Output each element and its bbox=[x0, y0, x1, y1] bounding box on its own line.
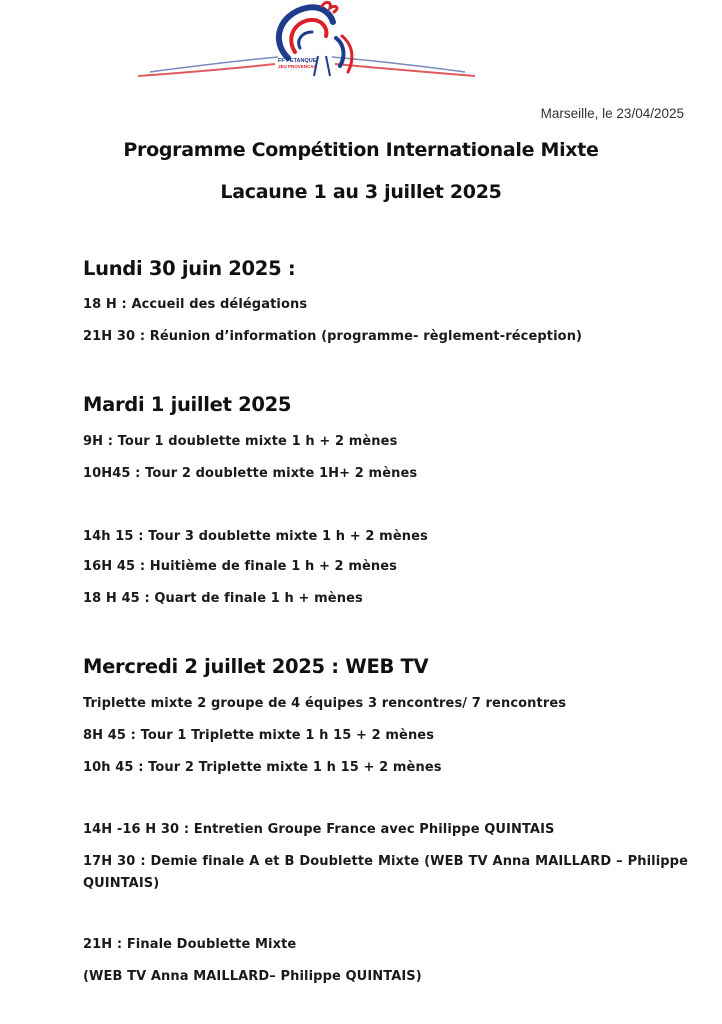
document-date: Marseille, le 23/04/2025 bbox=[540, 106, 684, 121]
schedule-item: 14h 15 : Tour 3 doublette mixte 1 h + 2 mènes bbox=[83, 529, 428, 544]
day-heading-tuesday: Mardi 1 juillet 2025 bbox=[83, 393, 292, 416]
schedule-item: 17H 30 : Demie finale A et B Doublette Mixte (WEB TV Anna MAILLARD – Philippe QUINTAIS) bbox=[83, 854, 688, 891]
rooster-logo-icon bbox=[130, 0, 480, 88]
day-heading-monday: Lundi 30 juin 2025 : bbox=[83, 257, 296, 280]
schedule-item: 9H : Tour 1 doublette mixte 1 h + 2 mènes bbox=[83, 434, 398, 449]
schedule-item: 18 H 45 : Quart de finale 1 h + mènes bbox=[83, 591, 363, 606]
schedule-item: 10H45 : Tour 2 doublette mixte 1H+ 2 mènes bbox=[83, 466, 418, 481]
document-title: Programme Compétition Internationale Mixte bbox=[123, 139, 599, 161]
federation-logo bbox=[130, 0, 480, 88]
logo-text-line2: JEU PROVENCAL bbox=[278, 64, 317, 69]
logo-text-line1: FF PETANQUE bbox=[278, 58, 317, 64]
day-heading-wednesday: Mercredi 2 juillet 2025 : WEB TV bbox=[83, 655, 429, 678]
schedule-item: 14H -16 H 30 : Entretien Groupe France avec Philippe QUINTAIS bbox=[83, 822, 555, 837]
schedule-item: 8H 45 : Tour 1 Triplette mixte 1 h 15 + 2 mènes bbox=[83, 728, 435, 743]
schedule-item: 16H 45 : Huitième de finale 1 h + 2 mènes bbox=[83, 559, 398, 574]
schedule-item: 18 H : Accueil des délégations bbox=[83, 297, 308, 312]
schedule-item: (WEB TV Anna MAILLARD– Philippe QUINTAIS) bbox=[83, 969, 422, 984]
document-subtitle: Lacaune 1 au 3 juillet 2025 bbox=[220, 181, 502, 203]
schedule-item: 21H : Finale Doublette Mixte bbox=[83, 937, 297, 952]
schedule-item: 21H 30 : Réunion d’information (programme- règlement-réception) bbox=[83, 329, 583, 344]
schedule-item: 10h 45 : Tour 2 Triplette mixte 1 h 15 + 2 mènes bbox=[83, 760, 442, 775]
schedule-item: Triplette mixte 2 groupe de 4 équipes 3 rencontres/ 7 rencontres bbox=[83, 696, 567, 711]
